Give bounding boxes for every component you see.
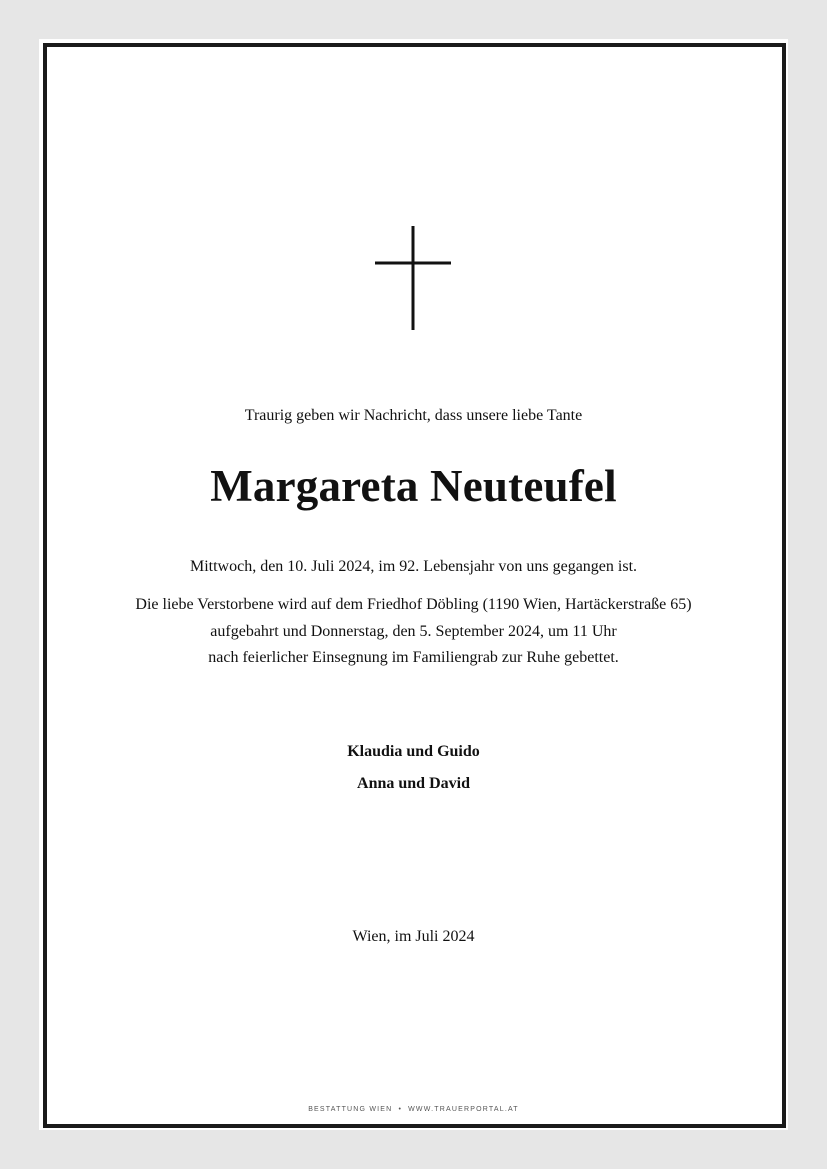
burial-text-line: nach feierlicher Einsegnung im Familiengrab zur Ruhe gebettet. [208,649,619,666]
mourner-name: Klaudia und Guido [347,743,480,760]
footer-company: BESTATTUNG WIEN [308,1106,393,1113]
burial-text-line: Die liebe Verstorbene wird auf dem Friedhof Döbling (1190 Wien, Hartäckerstraße 65) [135,596,692,613]
place-date: Wien, im Juli 2024 [352,928,475,945]
death-notice-text: Mittwoch, den 10. Juli 2024, im 92. Lebensjahr von uns gegangen ist. [189,558,638,575]
intro-text: Traurig geben wir Nachricht, dass unsere liebe Tante [244,407,583,424]
notice-border [43,43,786,1128]
deceased-name: Margareta Neuteufel [210,461,617,511]
burial-text-line: aufgebahrt und Donnerstag, den 5. September 2024, um 11 Uhr [210,623,617,640]
footer-website: WWW.TRAUERPORTAL.AT [408,1106,519,1113]
mourner-name: Anna und David [357,775,470,792]
footer-separator: • [398,1106,403,1113]
footer [0,1106,827,1113]
